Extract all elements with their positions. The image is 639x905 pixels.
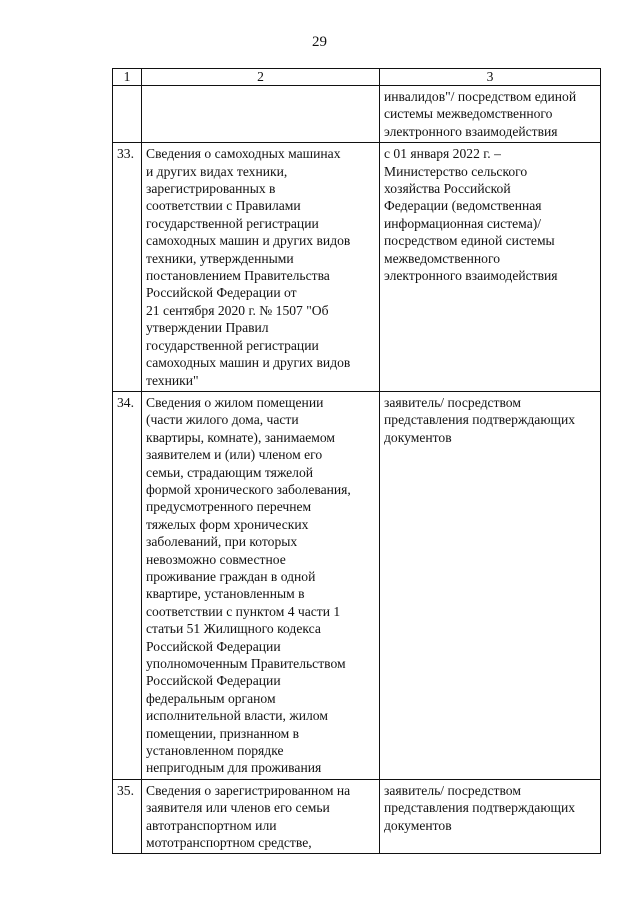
text-line: заявитель/ посредством xyxy=(384,782,521,798)
text-line: постановлением Правительства xyxy=(146,268,330,284)
text-line: документов xyxy=(384,817,452,833)
row-number: 33. xyxy=(113,143,142,392)
text-line: посредством единой системы xyxy=(384,233,555,249)
row-source xyxy=(380,391,601,779)
text-line: зарегистрированных в xyxy=(146,181,276,197)
text-line: мототранспортном средстве, xyxy=(146,835,312,851)
text-line: (части жилого дома, части xyxy=(146,412,299,428)
text-line: Министерство сельского xyxy=(384,163,528,179)
column-header-number: 1 xyxy=(113,69,142,86)
text-line: Сведения о зарегистрированном на xyxy=(146,782,351,798)
text-line: представления подтверждающих xyxy=(384,800,576,816)
text-line: уполномоченным Правительством xyxy=(146,656,346,671)
text-line: хозяйства Российской xyxy=(384,181,511,197)
row-source xyxy=(380,779,601,854)
row-number: 35. xyxy=(113,779,142,854)
text-line: квартире, установленным в xyxy=(146,586,305,602)
table-row xyxy=(113,779,601,854)
text-line: заявителя или членов его семьи xyxy=(146,800,330,816)
text-line: федеральным органом xyxy=(146,690,276,706)
text-line: заявителем и (или) членом его xyxy=(146,447,323,463)
text-line: Федерации (ведомственная xyxy=(384,198,542,214)
text-line: формой хронического заболевания, xyxy=(146,481,351,497)
text-line: предусмотренного перечнем xyxy=(146,499,312,515)
text-line: техники" xyxy=(146,372,199,388)
services-table xyxy=(112,68,601,854)
text-line: государственной регистрации xyxy=(146,215,319,231)
text-line: исполнительной власти, жилом xyxy=(146,708,328,724)
row-description xyxy=(142,391,380,779)
text-line: межведомственного xyxy=(384,250,501,266)
table-header-row xyxy=(113,69,601,86)
text-line: Российской Федерации xyxy=(146,638,281,654)
text-line: самоходных машин и других видов xyxy=(146,355,351,371)
table-row xyxy=(113,86,601,143)
text-line: документов xyxy=(384,429,452,445)
text-line: и других видах техники, xyxy=(146,163,288,179)
text-line: самоходных машин и других видов xyxy=(146,233,351,249)
text-line: заболеваний, при которых xyxy=(146,534,298,550)
text-line: соответствии с пунктом 4 части 1 xyxy=(146,603,341,619)
text-line: техники, утвержденными xyxy=(146,250,294,266)
text-line: тяжелых форм хронических xyxy=(146,516,309,532)
page-number: 29 xyxy=(312,34,327,50)
text-line: статьи 51 Жилищного кодекса xyxy=(146,621,321,637)
text-line: системы межведомственного xyxy=(384,106,553,122)
row-number xyxy=(113,86,142,143)
text-line: утверждении Правил xyxy=(146,320,269,336)
text-line: информационная система)/ xyxy=(384,215,542,231)
column-header-description: 2 xyxy=(142,69,380,86)
text-line: помещении, признанном в xyxy=(146,725,300,741)
text-line: с 01 января 2022 г. – xyxy=(384,146,501,162)
column-header-source: 3 xyxy=(380,69,601,86)
text-line: Сведения о жилом помещении xyxy=(146,394,324,410)
text-line: квартиры, комнате), занимаемом xyxy=(146,429,336,445)
text-line: Российской Федерации от xyxy=(146,285,297,301)
row-description xyxy=(142,143,380,392)
text-line: соответствии с Правилами xyxy=(146,198,301,214)
text-line: Российской Федерации xyxy=(146,673,281,689)
row-description xyxy=(142,86,380,143)
text-line: установленном порядке xyxy=(146,743,284,759)
text-line: автотранспортном или xyxy=(146,817,277,833)
text-line: электронного взаимодействия xyxy=(384,123,558,139)
text-line: Сведения о самоходных машинах xyxy=(146,146,341,162)
text-line: 21 сентября 2020 г. № 1507 "Об xyxy=(146,302,329,318)
text-line: проживание граждан в одной xyxy=(146,568,316,584)
text-line: представления подтверждающих xyxy=(384,412,576,428)
text-line: электронного взаимодействия xyxy=(384,268,558,284)
row-description xyxy=(142,779,380,854)
text-line: инвалидов"/ посредством единой xyxy=(384,89,577,104)
row-source xyxy=(380,86,601,143)
table-row xyxy=(113,143,601,392)
row-number: 34. xyxy=(113,391,142,779)
text-line: семьи, страдающим тяжелой xyxy=(146,464,314,480)
text-line: государственной регистрации xyxy=(146,337,319,353)
text-line: непригодным для проживания xyxy=(146,760,322,776)
row-source xyxy=(380,143,601,392)
text-line: заявитель/ посредством xyxy=(384,394,521,410)
text-line: невозможно совместное xyxy=(146,551,286,567)
table-row xyxy=(113,391,601,779)
